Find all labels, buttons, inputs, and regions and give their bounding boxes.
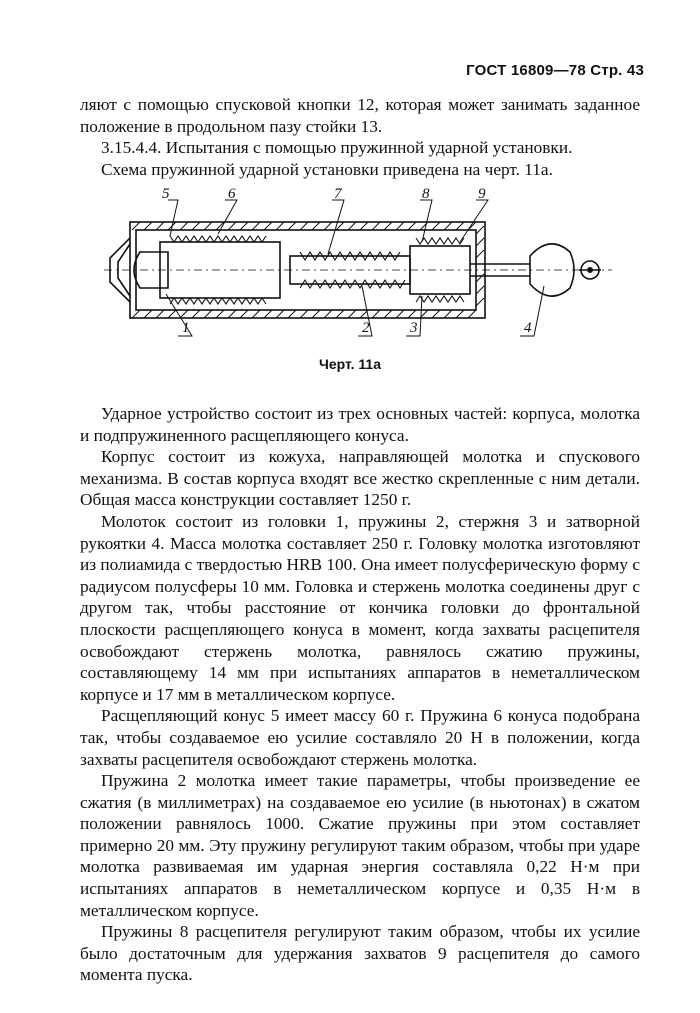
label-6: 6 xyxy=(228,186,236,202)
label-4: 4 xyxy=(524,320,532,336)
figure-caption: Черт. 11а xyxy=(319,356,381,372)
label-9: 9 xyxy=(478,186,486,202)
label-3: 3 xyxy=(410,320,418,336)
page-header: ГОСТ 16809—78 Стр. 43 xyxy=(466,62,644,79)
paragraph-hammer-spring: Пружина 2 молотка имеет такие параметры, чтобы произведение ее сжатия (в миллиметрах) на создаваемое ею усилие (в ньютонах) в сжатом положении равнялось 1000. Сжатие пружины при этом составляет примерно 20 мм. Эту пружину регулируют таким образом, чтобы при ударе молотка развиваемая им ударная энергия составляла 0,22 Н·м при испытаниях аппаратов в неметаллическом корпусе и 0,35 Н·м в металлическом корпусе. xyxy=(80,771,640,920)
label-5: 5 xyxy=(162,186,170,202)
paragraph-device-parts: Ударное устройство состоит из трех основных частей: корпуса, молотка и подпружиненного расщепляющего конуса. xyxy=(80,404,640,445)
label-8: 8 xyxy=(422,186,430,202)
section-heading: 3.15.4.4. Испытания с помощью пружинной ударной установки. xyxy=(101,138,573,158)
paragraph-cone: Расщепляющий конус 5 имеет массу 60 г. Пружина 6 конуса подобрана так, чтобы создаваемое ею усилие составляло 20 Н в положении, когда захваты расцепителя освобождают стержень молотка. xyxy=(80,706,640,769)
paragraph-release-springs: Пружины 8 расцепителя регулируют таким образом, чтобы их усилие было достаточным для удержания захватов 9 расцепителя до самого момента пуска. xyxy=(80,922,640,985)
paragraph-figure-ref: Схема пружинной ударной установки приведена на черт. 11а. xyxy=(101,159,553,179)
spring-impact-tester-drawing xyxy=(100,186,620,356)
label-1: 1 xyxy=(182,320,190,336)
label-7: 7 xyxy=(334,186,342,202)
paragraph-housing: Корпус состоит из кожуха, направляющей молотка и спускового механизма. В состав корпуса входят все жестко скрепленные с ним детали. Общая масса конструкции составляет 1250 г. xyxy=(80,447,640,510)
body-text xyxy=(80,403,640,986)
label-2: 2 xyxy=(362,320,370,336)
top-text xyxy=(80,94,640,180)
paragraph-hammer: Молоток состоит из головки 1, пружины 2, стержня 3 и затворной рукоятки 4. Масса молотка составляет 250 г. Головку молотка изготовляют из полиамида с твердостью HRB 100. Она имеет полусферическую форму с радиусом полусферы 10 мм. Головка и стержень молотка соединены друг с другом так, чтобы расстояние от кончика головки до фронтальной плоскости расщепляющего конуса в момент, когда захваты расцепителя освобождают стержень молотка, равнялось сжатию пружины, составляющему 14 мм при испытаниях аппаратов в неметаллическом корпусе и 17 мм в металлическом корпусе. xyxy=(80,511,640,704)
paragraph-continuation: ляют с помощью спусковой кнопки 12, которая может занимать заданное положение в продольном пазу стойки 13. xyxy=(80,95,640,136)
